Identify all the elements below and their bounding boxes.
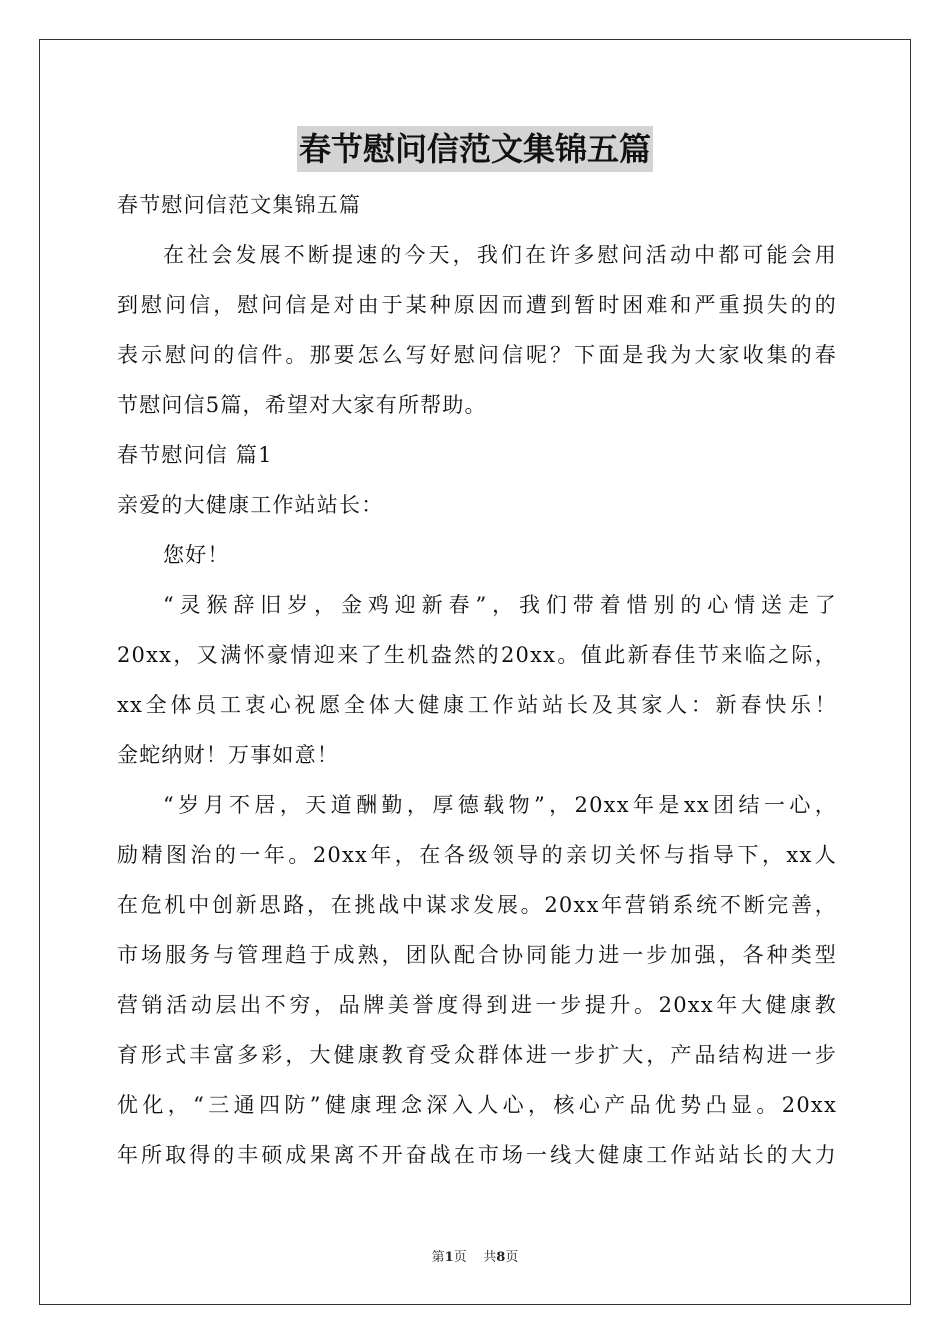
total-suffix: 页 (505, 1250, 519, 1265)
body-line: 年所取得的丰硕成果离不开奋战在市场一线大健康工作站站长的大力 (117, 1143, 837, 1167)
body-line: 春节慰问信范文集锦五篇 (117, 193, 362, 217)
page-prefix: 第 (431, 1250, 445, 1265)
body-line: 20xx，又满怀豪情迎来了生机盎然的20xx。值此新春佳节来临之际， (117, 643, 837, 667)
body-line: “灵猴辞旧岁，金鸡迎新春”，我们带着惜别的心情送走了 (163, 593, 837, 617)
page-footer (0, 1246, 950, 1265)
title-container (0, 126, 950, 172)
body-line: 营销活动层出不穷，品牌美誉度得到进一步提升。20xx年大健康教 (117, 993, 837, 1017)
total-prefix: 共 (483, 1250, 497, 1265)
body-line: 金蛇纳财！万事如意！ (117, 743, 339, 767)
body-line: 表示慰问的信件。那要怎么写好慰问信呢？下面是我为大家收集的春 (117, 343, 837, 367)
body-line: 励精图治的一年。20xx年，在各级领导的亲切关怀与指导下，xx人 (117, 843, 837, 867)
body-line: 市场服务与管理趋于成熟，团队配合协同能力进一步加强，各种类型 (117, 943, 837, 967)
document-body (117, 180, 837, 1180)
salutation: 亲爱的大健康工作站站长： (117, 493, 384, 517)
greeting: 您好！ (163, 543, 230, 567)
document-title: 春节慰问信范文集锦五篇 (297, 126, 653, 172)
body-line: 到慰问信，慰问信是对由于某种原因而遭到暂时困难和严重损失的的 (117, 293, 837, 317)
total-pages: 8 (496, 1250, 506, 1265)
page-suffix: 页 (453, 1250, 467, 1265)
body-line: 在社会发展不断提速的今天，我们在许多慰问活动中都可能会用 (163, 243, 837, 267)
section-heading: 春节慰问信 篇1 (117, 443, 273, 467)
body-line: “岁月不居，天道酬勤，厚德载物”，20xx年是xx团结一心， (163, 793, 837, 817)
body-line: 育形式丰富多彩，大健康教育受众群体进一步扩大，产品结构进一步 (117, 1043, 837, 1067)
body-line: 优化，“三通四防”健康理念深入人心，核心产品优势凸显。20xx (117, 1093, 837, 1117)
body-line: 在危机中创新思路，在挑战中谋求发展。20xx年营销系统不断完善， (117, 893, 837, 917)
page-number: 1 (444, 1250, 454, 1265)
body-line: xx全体员工衷心祝愿全体大健康工作站站长及其家人：新春快乐！ (117, 693, 837, 717)
body-line: 节慰问信5篇，希望对大家有所帮助。 (117, 393, 487, 417)
